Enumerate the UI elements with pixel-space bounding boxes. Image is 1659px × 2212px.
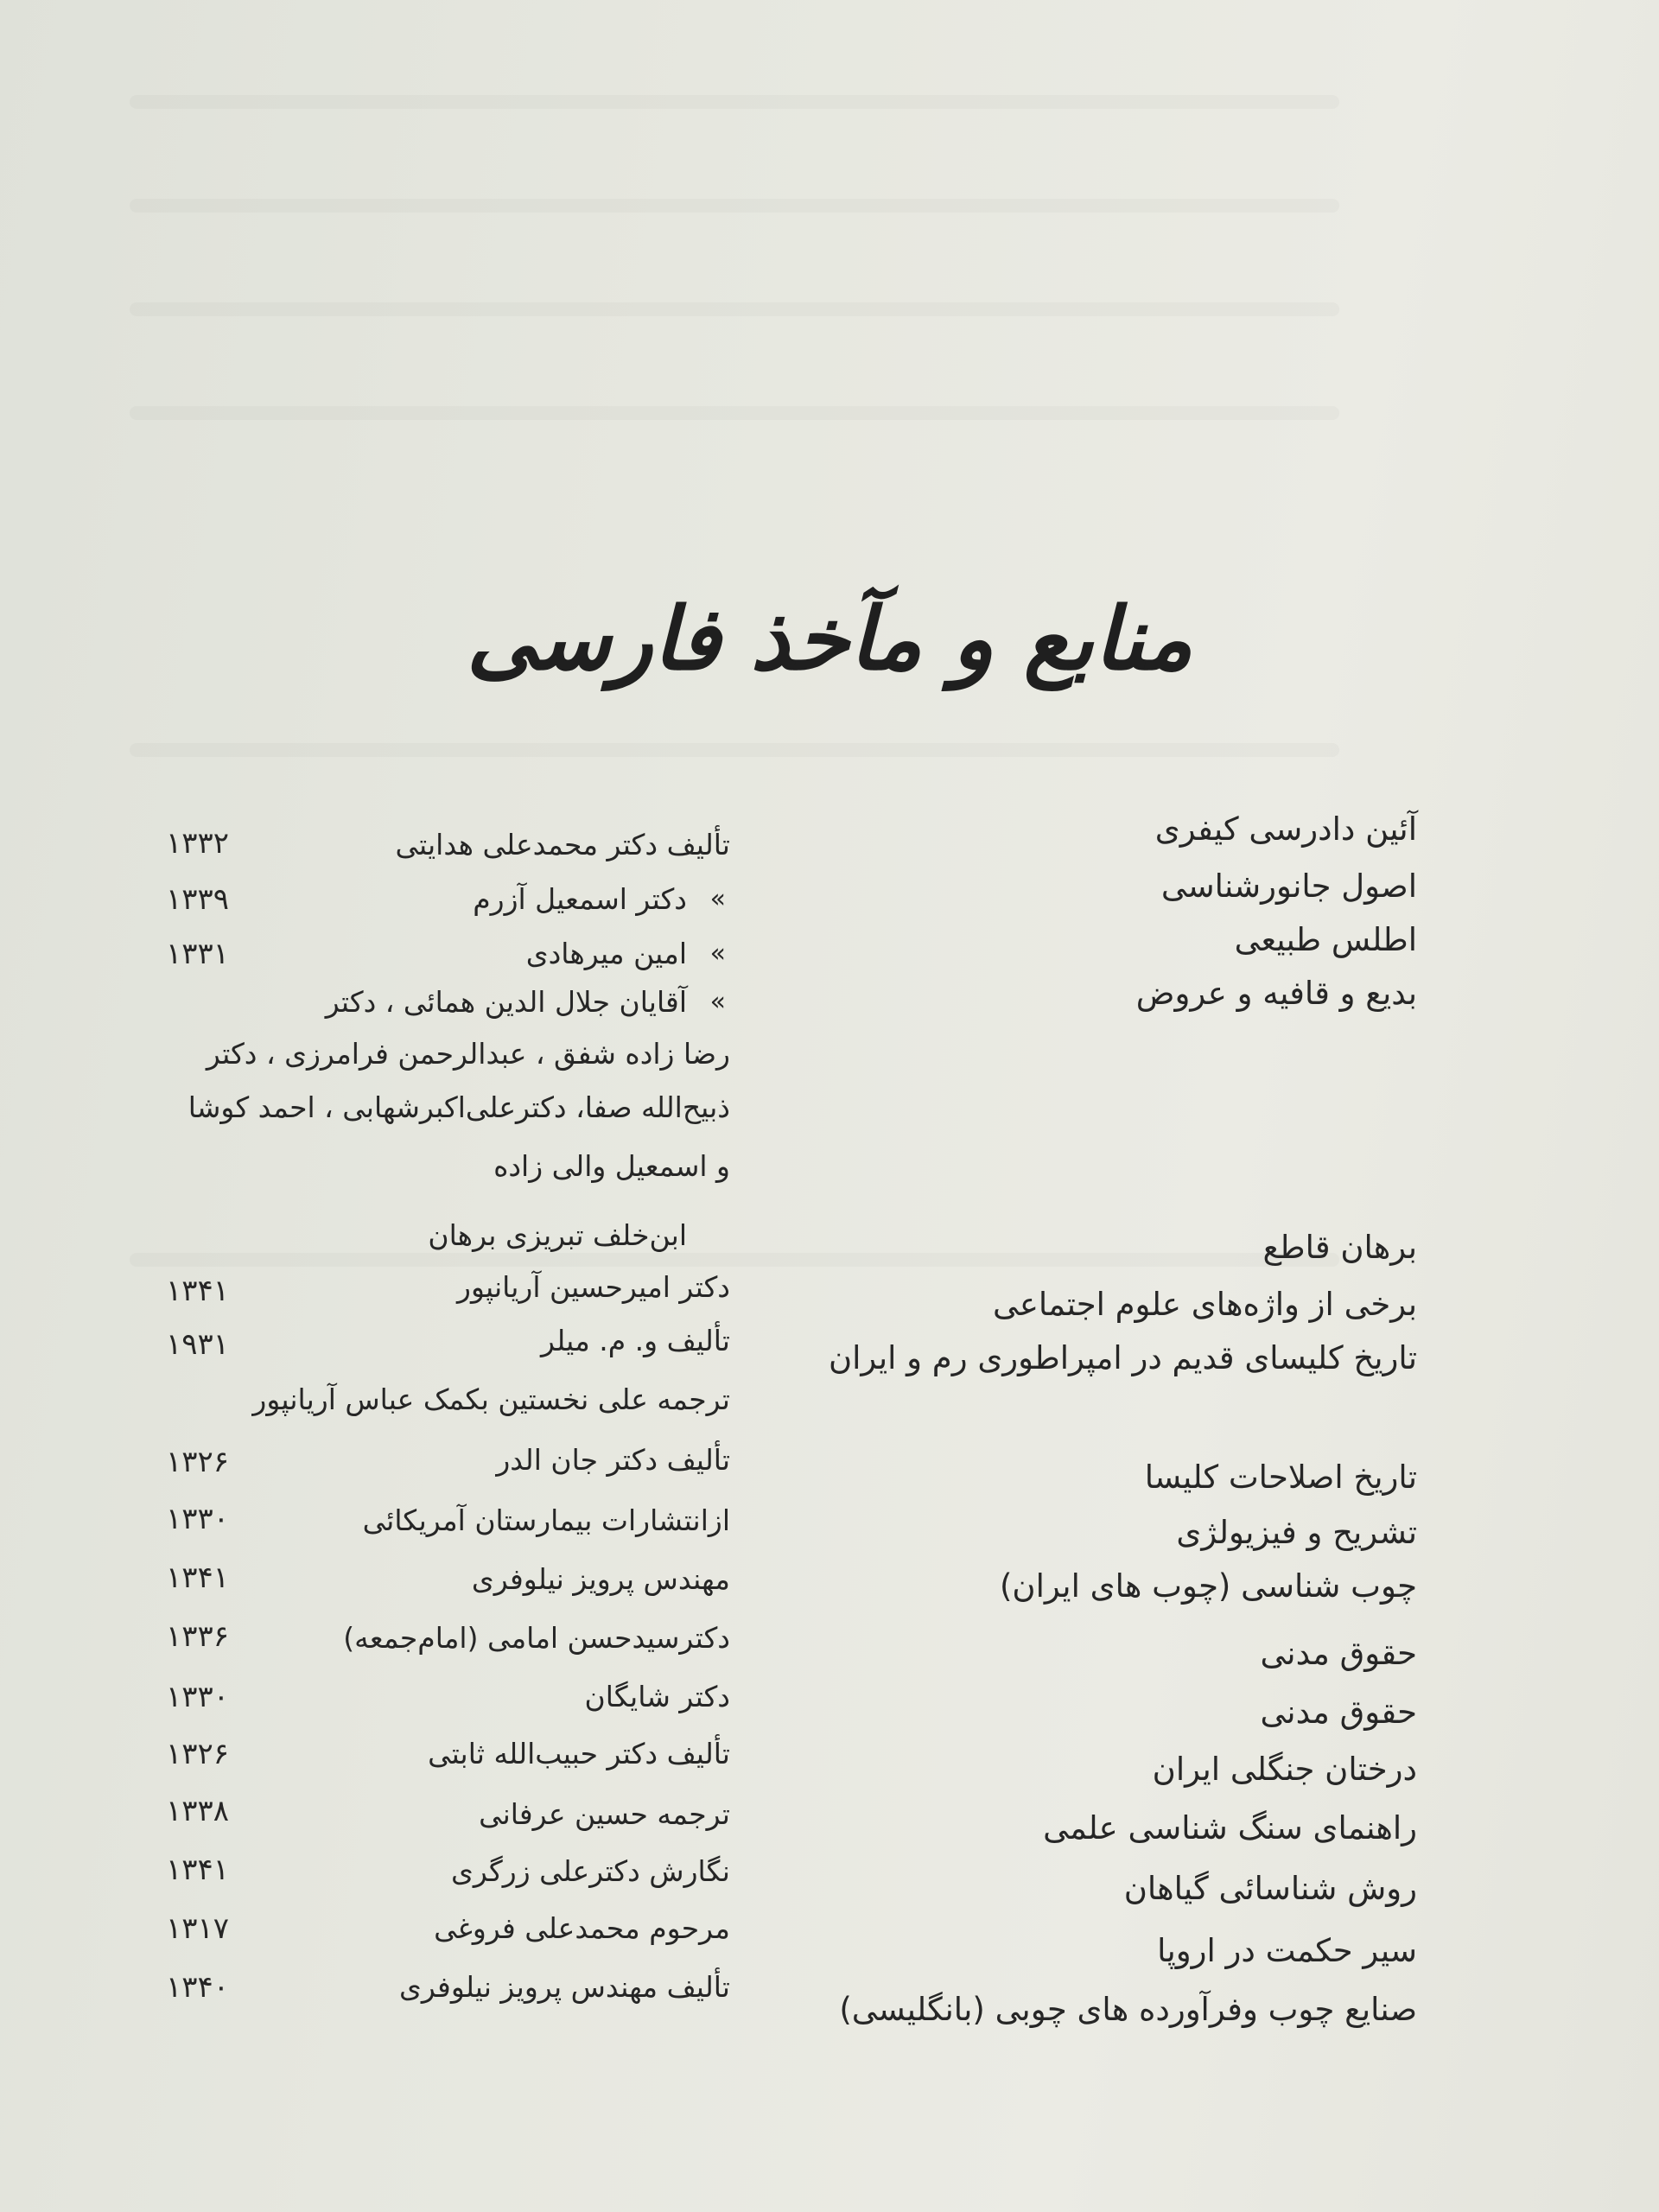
author: مرحوم محمدعلی فروغی — [434, 1911, 730, 1945]
book-title: بدیع و قافیه و عروض — [1135, 975, 1417, 1012]
author: ازانتشارات بیمارستان آمریکائی — [362, 1503, 730, 1537]
book-title: درختان جنگلی ایران — [1152, 1751, 1417, 1788]
author: تألیف دکتر جان الدر — [496, 1443, 730, 1477]
ditto-mark: » — [709, 884, 726, 914]
book-title: روش شناسائی گیاهان — [1123, 1870, 1417, 1907]
book-title: تاریخ کلیسای قدیم در امپراطوری رم و ایران — [828, 1339, 1417, 1376]
book-title: راهنمای سنگ شناسی علمی — [1043, 1809, 1417, 1847]
author: تألیف دکتر محمدعلی هدایتی — [395, 828, 730, 861]
author: تألیف و. م. میلر — [541, 1324, 730, 1357]
author: دکترسیدحسن امامی (امام‌جمعه) — [343, 1621, 730, 1655]
year: ۱۳۳۰ — [166, 1680, 230, 1714]
author: امین میرهادی — [525, 937, 687, 970]
ditto-mark: » — [709, 938, 726, 969]
book-title: حقوق مدنی — [1260, 1694, 1417, 1731]
book-title: چوب شناسی (چوب های ایران) — [999, 1567, 1417, 1605]
year: ۱۳۳۲ — [166, 826, 230, 861]
author: دکتر شایگان — [584, 1680, 730, 1713]
author: تألیف دکتر حبیب‌الله ثابتی — [428, 1737, 730, 1770]
book-title: حقوق مدنی — [1260, 1635, 1417, 1672]
author: دکتر اسمعیل آزرم — [473, 882, 687, 916]
author: ترجمه علی نخستین بکمک عباس آریانپور — [252, 1382, 730, 1416]
year: ۱۳۳۱ — [166, 937, 230, 971]
year: ۱۳۴۰ — [166, 1970, 230, 2005]
page-title: منابع و مآخذ فارسی — [466, 588, 1193, 690]
year: ۱۳۴۱ — [166, 1560, 230, 1595]
year: ۱۳۱۷ — [166, 1911, 230, 1946]
author-continuation: و اسمعیل والی زاده — [493, 1149, 730, 1183]
year: ۱۳۴۱ — [166, 1853, 230, 1887]
author: نگارش دکترعلی زرگری — [451, 1854, 730, 1888]
book-title: برهان قاطع — [1262, 1229, 1417, 1266]
ditto-mark: » — [709, 987, 726, 1017]
book-title: تاریخ اصلاحات کلیسا — [1144, 1459, 1417, 1496]
author: دکتر امیرحسین آریانپور — [457, 1270, 730, 1304]
author: مهندس پرویز نیلوفری — [471, 1562, 730, 1596]
author: آقایان جلال الدین همائی ، دکتر — [325, 985, 687, 1019]
year: ۱۳۴۱ — [166, 1274, 230, 1308]
book-title: صنایع چوب وفرآورده های چوبی (بانگلیسی) — [839, 1991, 1417, 2028]
author: ترجمه حسین عرفانی — [479, 1797, 730, 1831]
book-title: برخی از واژه‌های علوم اجتماعی — [992, 1286, 1417, 1323]
author: تألیف مهندس پرویز نیلوفری — [399, 1970, 730, 2004]
year: ۱۳۳۶ — [166, 1619, 230, 1654]
year: ۱۳۲۶ — [166, 1737, 230, 1771]
author: ابن‌خلف تبریزی برهان — [428, 1218, 687, 1252]
book-title: آئین دادرسی کیفری — [1154, 810, 1417, 848]
author-continuation: رضا زاده شفق ، عبدالرحمن فرامرزی ، دکتر — [206, 1037, 730, 1071]
year: ۱۳۳۸ — [166, 1794, 230, 1828]
book-title: سیر حکمت در اروپا — [1157, 1932, 1417, 1969]
year: ۱۳۲۶ — [166, 1445, 230, 1479]
year: ۱۳۳۰ — [166, 1502, 230, 1536]
book-title: تشریح و فیزیولژی — [1176, 1514, 1417, 1551]
author-continuation: ذبیح‌الله صفا، دکترعلی‌اکبرشهابی ، احمد کوشا — [188, 1090, 730, 1124]
book-title: اطلس طبیعی — [1234, 921, 1417, 958]
year: ۱۳۳۹ — [166, 882, 230, 917]
book-title: اصول جانورشناسی — [1160, 868, 1417, 905]
year: ۱۹۳۱ — [166, 1327, 230, 1362]
